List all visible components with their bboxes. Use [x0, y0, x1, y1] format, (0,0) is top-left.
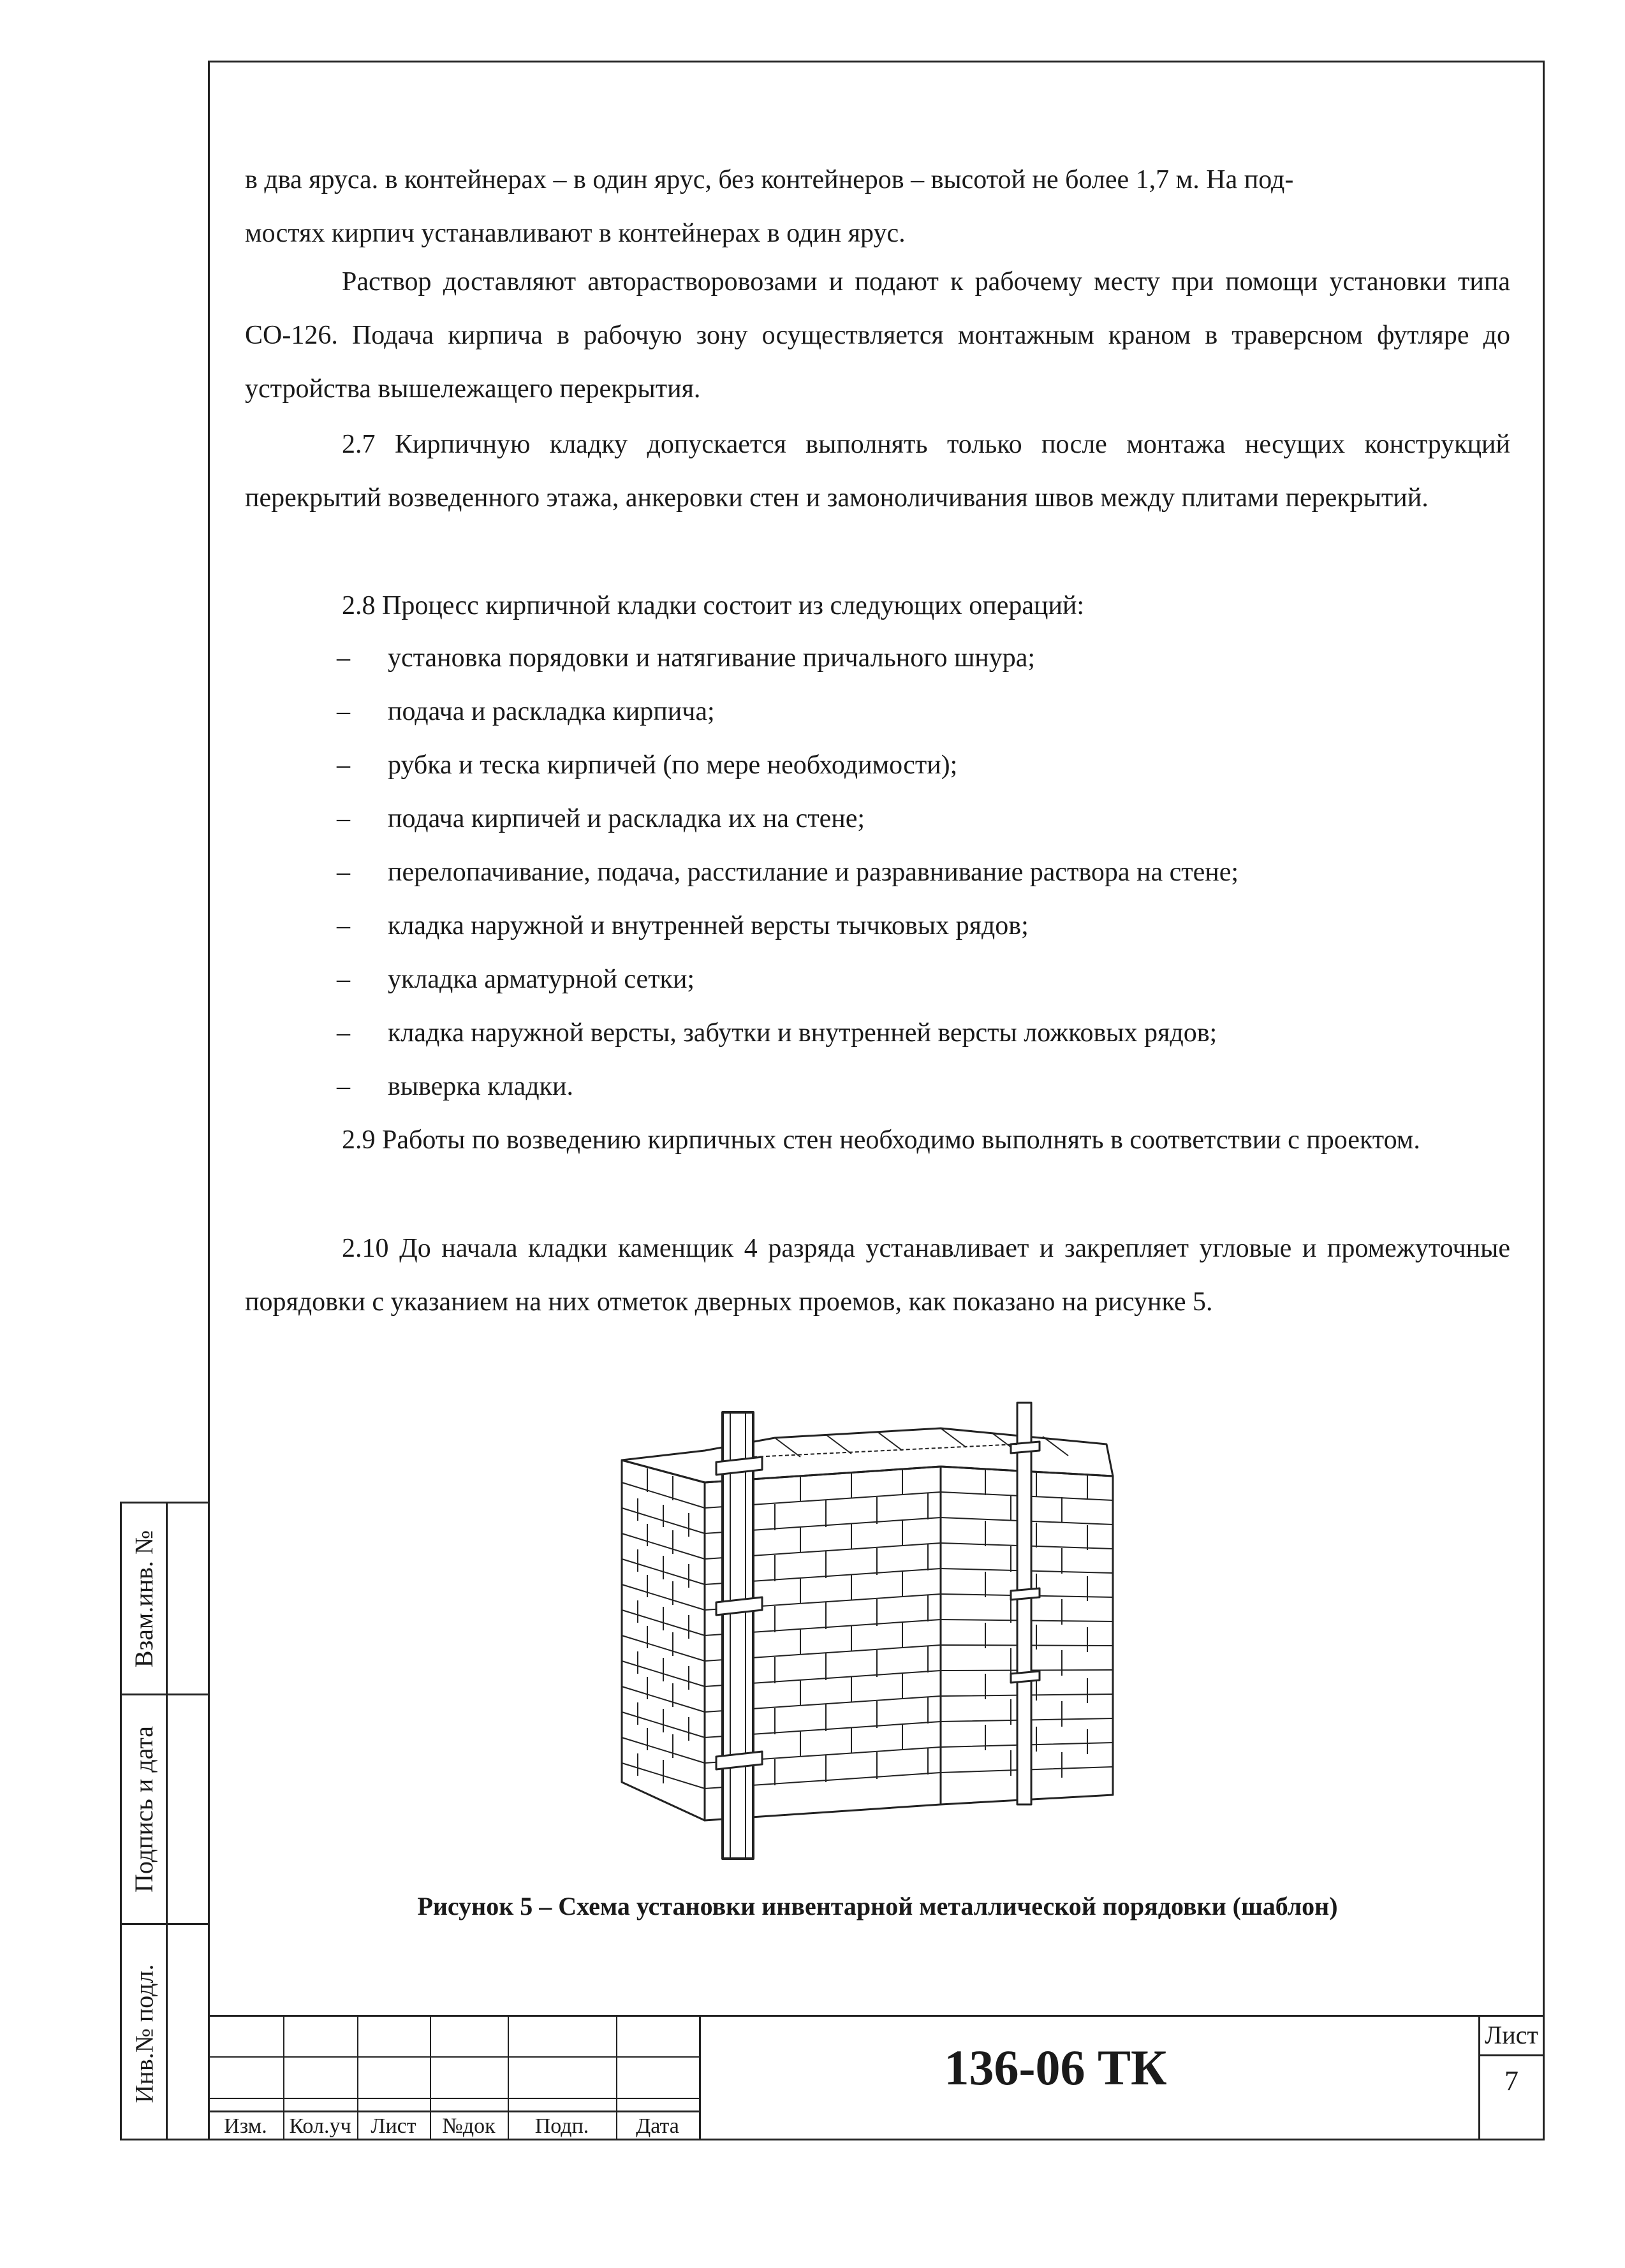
- paragraph-2: Раствор доставляют авторастворовозами и подают к рабочему месту при помощи установки типа СО-126. Подача кирпича в рабочую зону осуществляется монтажным краном в траверсном футляре до устройства вышележащего перекрытия.: [245, 267, 1510, 404]
- clamp: [1011, 1442, 1040, 1453]
- list-item: – выверка кладки.: [337, 1060, 1510, 1113]
- col-izm: Изм.: [224, 2114, 267, 2138]
- title-block-top-line: [208, 2015, 1545, 2017]
- list-item: – укладка арматурной сетки;: [337, 953, 1510, 1006]
- stamp-inv-podl: Инв.№ подл.: [129, 1964, 159, 2103]
- list-item: – перелопачивание, подача, расстилание и разравнивание раствора на стене;: [337, 845, 1510, 899]
- clamp: [1011, 1588, 1040, 1600]
- list-item: – рубка и теска кирпичей (по мере необходимости);: [337, 738, 1510, 792]
- clamp: [1011, 1671, 1040, 1683]
- list-item: – кладка наружной версты, забутки и внутренней версты ложковых рядов;: [337, 1006, 1510, 1060]
- side-stamp: [120, 1502, 208, 2140]
- corner-template-post: [723, 1412, 753, 1859]
- paragraph-3: 2.7 Кирпичную кладку допускается выполнять только после монтажа несущих конструкций перекрытий возведенного этажа, анкеровки стен и замоноличивания швов между плитами перекрытий.: [245, 430, 1510, 513]
- col-ndok: №док: [442, 2114, 496, 2138]
- stamp-vzam-inv: Взам.инв. №: [129, 1530, 159, 1667]
- paragraph-1-line-1: в два яруса. в контейнерах – в один ярус, без контейнеров – высотой не более 1,7 м. На под-: [245, 165, 1294, 194]
- title-block-row-line: [208, 2098, 699, 2099]
- stamp-podpis-data: Подпись и дата: [129, 1725, 158, 1893]
- col-podp: Подп.: [534, 2114, 589, 2138]
- title-block-divider: [1478, 2054, 1545, 2056]
- document-code: 136-06 ТК: [944, 2040, 1167, 2095]
- left-wall-courses: [622, 1468, 705, 1789]
- dash-mark: –: [337, 858, 350, 887]
- intermediate-template-pole: [1017, 1403, 1031, 1804]
- col-data: Дата: [636, 2114, 679, 2138]
- col-kol-uch: Кол.уч: [289, 2114, 351, 2138]
- paragraph-4: 2.8 Процесс кирпичной кладки состоит из следующих операций:: [342, 591, 1085, 620]
- list-item: – кладка наружной и внутренней версты тычковых рядов;: [337, 899, 1510, 953]
- paragraph-5: 2.9 Работы по возведению кирпичных стен необходимо выполнять в соответствии с проектом.: [342, 1125, 1420, 1155]
- col-list: Лист: [371, 2114, 416, 2138]
- dash-mark: –: [337, 1018, 350, 1048]
- paragraph-1-line-2: мостях кирпич устанавливают в контейнерах в один ярус.: [245, 219, 906, 248]
- title-block-divider: [699, 2015, 701, 2140]
- dash-mark: –: [337, 911, 350, 940]
- dash-mark: –: [337, 1072, 350, 1101]
- title-block-row-line: [208, 2111, 699, 2112]
- dash-mark: –: [337, 697, 350, 726]
- stamp-value-column: [166, 1503, 210, 2139]
- wall-top-course: [622, 1428, 1113, 1482]
- sheet-label: Лист: [1485, 2021, 1538, 2049]
- paragraph-6: 2.10 До начала кладки каменщик 4 разряда устанавливает и закрепляет угловые и промежуточные порядовки с указанием на них отметок дверных проемов, как показано на рисунке 5.: [245, 1234, 1510, 1317]
- dash-mark: –: [337, 965, 350, 994]
- figure-caption: Рисунок 5 – Схема установки инвентарной металлической порядовки (шаблон): [417, 1892, 1338, 1920]
- list-item: – подача кирпичей и раскладка их на стене;: [337, 792, 1510, 845]
- title-block-row-line: [208, 2056, 699, 2058]
- dash-mark: –: [337, 643, 350, 673]
- brick-corner-figure: [609, 1400, 1158, 1871]
- list-item: – установка порядовки и натягивание причального шнура;: [337, 631, 1510, 685]
- sheet-number: 7: [1504, 2065, 1518, 2096]
- dash-mark: –: [337, 804, 350, 833]
- list-item: – подача и раскладка кирпича;: [337, 685, 1510, 738]
- dash-mark: –: [337, 750, 350, 780]
